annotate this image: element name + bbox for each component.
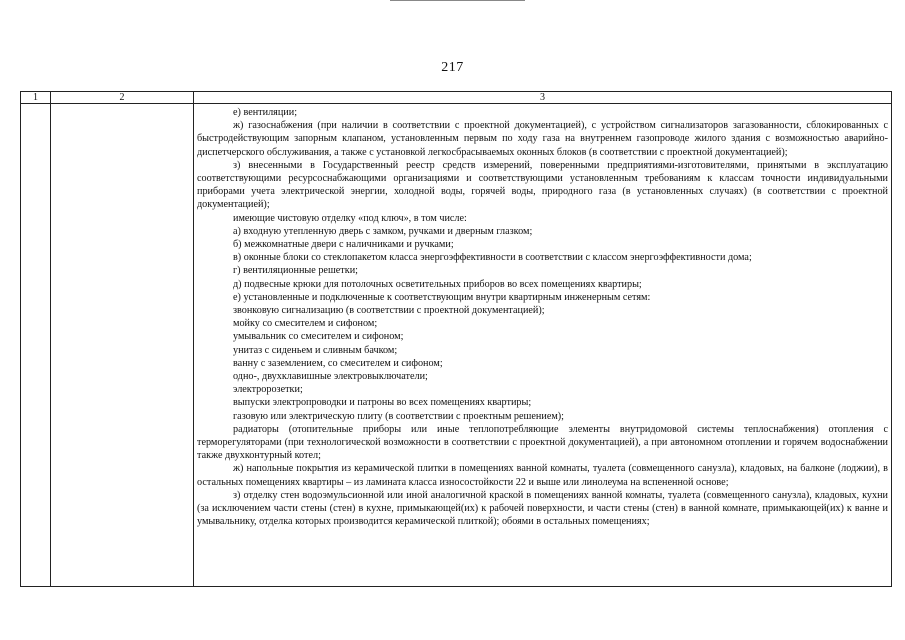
document-table [20, 91, 892, 587]
paragraph: ж) газоснабжения (при наличии в соответствии с проектной документацией), с устройством сигнализаторов загазованности, сблокированных с быстродействующим запорным клапаном, установленным первым по ходу газа на внутреннем газопроводе жилого здания с возможностью аварийно-диспетчерского обслуживания, а также с установкой легкосбрасываемых оконных блоков (в соответствии с проектной документацией); [197, 120, 888, 158]
paragraph: з) отделку стен водоэмульсионной или иной аналогичной краской в помещениях ванной комнаты, туалета (совмещенного санузла), кладовых, кухни (за исключением части стены (стен) в кухне, примыкающей(их) к рабочей поверхности, и части стены (стен) в ванной комнате, примыкающей(их) к ванне и умывальнику, отделка которых производится керамической плиткой); обоями в остальных помещениях; [197, 489, 888, 528]
column-header-1: 1 [21, 92, 51, 104]
paragraph: в) оконные блоки со стеклопакетом класса энергоэффективности в соответствии с классом энергоэффективности дома; [233, 252, 752, 264]
paragraph: электророзетки; [233, 384, 303, 396]
paragraph: з) внесенными в Государственный реестр средств измерений, поверенными предприятиями-изготовителями, принятыми в эксплуатацию соответствующими ресурсоснабжающими организациями и соответствующими установленным требованиям к классам точности индивидуальными приборами учета электрической энергии, холодной воды, горячей воды, природного газа (в установленных случаях) (в соответствии с проектной документацией); [197, 159, 888, 211]
top-rule [390, 0, 525, 1]
column-header-2: 2 [51, 92, 194, 104]
paragraph: имеющие чистовую отделку «под ключ», в том числе: [233, 212, 467, 224]
column-3-cell [194, 104, 892, 587]
paragraph: е) вентиляции; [233, 107, 298, 118]
paragraph: а) входную утепленную дверь с замком, ручками и дверным глазком; [233, 225, 533, 237]
paragraph: г) вентиляционные решетки; [233, 265, 358, 277]
paragraph: умывальник со смесителем и сифоном; [233, 331, 404, 343]
paragraph: звонковую сигнализацию (в соответствии с проектной документацией); [233, 305, 545, 317]
paragraph: б) межкомнатные двери с наличниками и ручками; [233, 239, 454, 251]
column-2-cell [51, 104, 194, 587]
column-header-3: 3 [194, 92, 892, 104]
paragraph: д) подвесные крюки для потолочных осветительных приборов во всех помещениях квартиры; [233, 278, 642, 290]
paragraph: унитаз с сиденьем и сливным бачком; [233, 344, 398, 356]
page-number: 217 [441, 60, 464, 75]
paragraph: одно-, двухклавишные электровыключатели; [233, 371, 428, 383]
paragraph: е) установленные и подключенные к соответствующим внутри квартирным инженерным сетям: [233, 291, 651, 303]
paragraph: ванну с заземлением, со смесителем и сифоном; [233, 357, 443, 369]
table-body-row [21, 104, 892, 587]
paragraph: радиаторы (отопительные приборы или иные теплопотребляющие элементы внутридомовой системы теплоснабжения) отопления с терморегуляторами (при технологической возможности в соответствии с проектной документацией), а при автономном отоплении и горячем водоснабжении также двухконтурный котел; [197, 423, 888, 462]
paragraph: газовую или электрическую плиту (в соответствии с проектным решением); [233, 410, 565, 422]
paragraph-list [197, 106, 888, 529]
paragraph: мойку со смесителем и сифоном; [233, 318, 378, 330]
table-header-row [21, 92, 892, 104]
column-1-cell [21, 104, 51, 587]
paragraph: ж) напольные покрытия из керамической плитки в помещениях ванной комнаты, туалета (совмещенного санузла), кладовых, на балконе (лоджии), в остальных помещениях квартиры – из ламината класса износостойкости 22 и выше или линолеума на вспененной основе; [197, 463, 888, 488]
paragraph: выпуски электропроводки и патроны во всех помещениях квартиры; [233, 397, 532, 409]
